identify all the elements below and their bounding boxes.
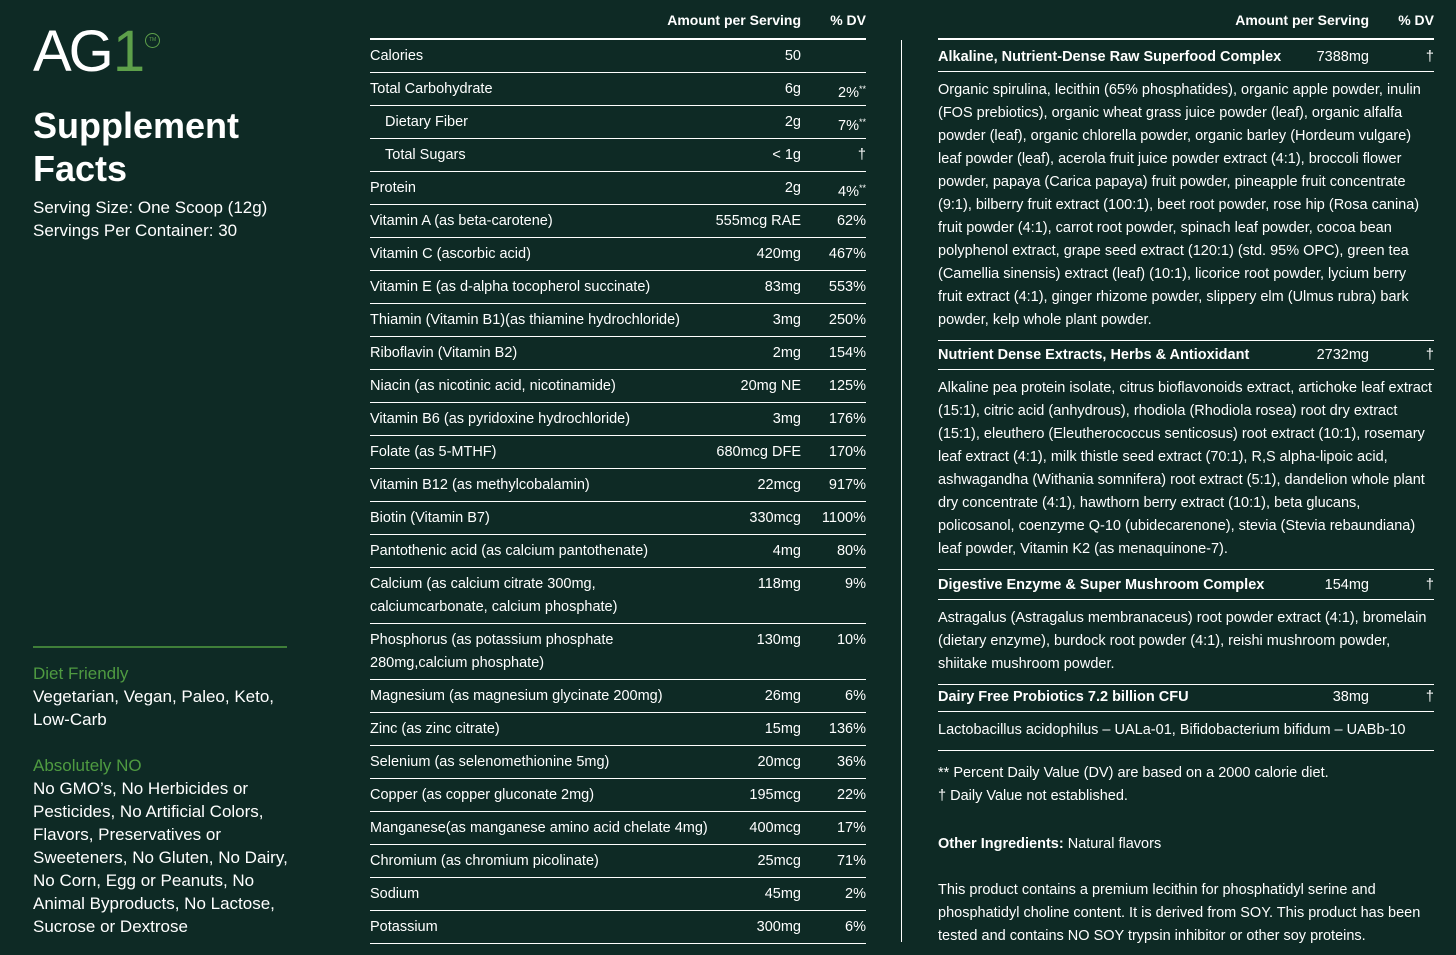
blend-amount: 2732mg	[1316, 347, 1369, 363]
dv-value: 6%	[845, 919, 866, 935]
table-row	[370, 403, 866, 436]
nutrient-name: Dietary Fiber	[385, 114, 468, 130]
dv-value: 71%	[836, 853, 866, 869]
dv-value: 22%	[836, 787, 866, 803]
nutrient-name: Niacin (as nicotinic acid, nicotinamide)	[370, 378, 616, 394]
amount-header: Amount per Serving	[1235, 12, 1369, 28]
blend-dv: †	[1425, 49, 1434, 65]
table-row	[370, 40, 866, 73]
blend-name: Alkaline, Nutrient-Dense Raw Superfood Complex	[938, 49, 1282, 65]
nutrient-name: Total Carbohydrate	[370, 81, 493, 97]
nutrient-amount: 3mg	[772, 411, 801, 427]
other-ingredients-value: Natural flavors	[1067, 836, 1162, 852]
nutrient-amount: 26mg	[764, 688, 801, 704]
nutrient-name: Phosphorus (as potassium phosphate 280mg,calcium phosphate)	[370, 632, 614, 671]
table-row	[370, 502, 866, 535]
dv-value: 4%	[838, 184, 859, 200]
blend-header	[938, 680, 1434, 712]
other-ingredients	[938, 833, 1434, 856]
nutrient-amount: 400mcg	[749, 820, 801, 836]
table-row	[370, 73, 866, 106]
nutrient-amount: 3mg	[772, 312, 801, 328]
nutrient-dv	[837, 850, 866, 873]
nutrient-dv	[845, 883, 866, 906]
nutrient-amount: 2mg	[772, 345, 801, 361]
nutrient-dv	[837, 210, 866, 233]
table-row	[370, 845, 866, 878]
dv-footnote-mark: **	[858, 84, 866, 94]
blend-rule	[938, 750, 1434, 751]
blend-section	[938, 40, 1434, 341]
serving-size: Serving Size: One Scoop (12g)	[33, 198, 268, 217]
page-title: Supplement Facts	[33, 105, 240, 189]
nutrient-name: Riboflavin (Vitamin B2)	[370, 345, 518, 361]
nutrient-amount: 330mcg	[749, 510, 801, 526]
nutrient-name: Pantothenic acid (as calcium pantothenate)	[370, 543, 649, 559]
dv-value: 10%	[836, 632, 866, 648]
dv-value: 9%	[845, 576, 866, 592]
section-divider	[33, 646, 287, 648]
nutrient-dv	[829, 243, 866, 266]
table-row	[370, 624, 866, 680]
table-row	[370, 746, 866, 779]
diet-friendly-text: Vegetarian, Vegan, Paleo, Keto, Low-Carb	[33, 687, 275, 729]
nutrient-name: Vitamin B12 (as methylcobalamin)	[370, 477, 590, 493]
footnotes	[938, 762, 1434, 808]
table-row	[370, 205, 866, 238]
nutrient-name: Copper (as copper gluconate 2mg)	[370, 787, 595, 803]
nutrient-amount: 83mg	[764, 279, 801, 295]
nutrient-amount: 195mcg	[749, 787, 801, 803]
nutrient-amount: 2g	[784, 180, 801, 196]
footnote-dagger: † Daily Value not established.	[938, 788, 1128, 804]
dv-value: 80%	[836, 543, 866, 559]
amount-header: Amount per Serving	[667, 12, 801, 28]
nutrient-name: Thiamin (Vitamin B1)(as thiamine hydrochloride)	[370, 312, 680, 328]
dv-value: 2%	[838, 85, 859, 101]
dv-footnote-mark: **	[858, 117, 866, 127]
dv-value: 154%	[828, 345, 866, 361]
nutrient-dv	[829, 342, 866, 365]
dv-value: 36%	[836, 754, 866, 770]
blend-section	[938, 338, 1434, 570]
dv-value: †	[857, 147, 866, 163]
table-row	[370, 469, 866, 502]
nutrient-name: Vitamin B6 (as pyridoxine hydrochloride)	[370, 411, 631, 427]
table-row	[370, 139, 866, 172]
blend-name: Digestive Enzyme & Super Mushroom Complex	[938, 577, 1265, 593]
nutrient-name: Chromium (as chromium picolinate)	[370, 853, 599, 869]
blend-dv: †	[1425, 689, 1434, 705]
dv-value: 553%	[828, 279, 866, 295]
table-row	[370, 370, 866, 403]
nutrient-name: Vitamin A (as beta-carotene)	[370, 213, 553, 229]
nutrient-dv	[829, 375, 866, 398]
table-row	[370, 304, 866, 337]
table-row	[370, 337, 866, 370]
table-row	[370, 713, 866, 746]
serving-info	[33, 196, 267, 242]
dv-value: 62%	[836, 213, 866, 229]
dv-value: 1100%	[821, 510, 866, 526]
other-ingredients-label: Other Ingredients:	[938, 836, 1064, 852]
blend-amount: 154mg	[1324, 577, 1369, 593]
nutrient-name: Manganese(as manganese amino acid chelate 4mg)	[370, 820, 708, 836]
nutrient-dv	[829, 309, 866, 332]
nutrient-dv	[845, 685, 866, 708]
nutrient-name: Protein	[370, 180, 416, 196]
table-row	[370, 878, 866, 911]
table-row	[370, 680, 866, 713]
nutrient-name: Vitamin E (as d-alpha tocopherol succinate)	[370, 279, 651, 295]
dv-header: % DV	[830, 12, 866, 28]
nutrient-dv	[837, 817, 866, 840]
nutrient-name: Folate (as 5-MTHF)	[370, 444, 497, 460]
dv-value: 170%	[828, 444, 866, 460]
column-divider	[901, 40, 902, 942]
nutrient-dv	[829, 408, 866, 431]
blend-ingredients: Astragalus (Astragalus membranaceus) root powder extract (4:1), bromelain (dietary enzyme), burdock root powder (4:1), reishi mushroom powder, shiitake mushroom powder.	[938, 610, 1427, 672]
servings-per-container: Servings Per Container: 30	[33, 221, 238, 240]
nutrient-dv	[838, 78, 866, 105]
nutrient-name: Selenium (as selenomethionine 5mg)	[370, 754, 610, 770]
logo-number: 1	[112, 19, 146, 84]
blend-header	[938, 40, 1434, 72]
table-row	[370, 172, 866, 205]
table-row	[370, 911, 866, 944]
nutrient-name: Calcium (as calcium citrate 300mg, calciumcarbonate, calcium phosphate)	[370, 576, 618, 615]
nutrient-amount: 2g	[784, 114, 801, 130]
ag1-logo	[33, 19, 160, 84]
nutrient-amount: < 1g	[772, 147, 801, 163]
absolutely-no-heading: Absolutely NO	[33, 756, 142, 775]
nutrient-dv	[838, 177, 866, 204]
nutrient-name: Calories	[370, 48, 424, 64]
table-row	[370, 271, 866, 304]
nutrient-amount: 50	[784, 48, 801, 64]
nutrient-name: Biotin (Vitamin B7)	[370, 510, 490, 526]
dv-value: 917%	[828, 477, 866, 493]
absolutely-no-text: No GMO’s, No Herbicides or Pesticides, No Artificial Colors, Flavors, Preservatives or Sweeteners, No Gluten, No Dairy, No Corn, Egg or Peanuts, No Animal Byproducts, No Lactose, Sucrose or Dextrose	[33, 779, 288, 936]
nutrient-amount: 420mg	[756, 246, 801, 262]
dv-value: 6%	[845, 688, 866, 704]
table-row	[370, 238, 866, 271]
nutrient-dv	[845, 916, 866, 939]
logo-text: AG	[33, 19, 111, 84]
table-row	[370, 568, 866, 624]
blend-amount: 7388mg	[1316, 49, 1369, 65]
nutrient-name: Zinc (as zinc citrate)	[370, 721, 500, 737]
blend-dv: †	[1425, 347, 1434, 363]
dv-value: 467%	[828, 246, 866, 262]
nutrient-dv	[822, 507, 866, 530]
nutrient-amount: 4mg	[772, 543, 801, 559]
table-row	[370, 436, 866, 469]
nutrient-dv	[838, 111, 866, 138]
nutrient-amount: 680mcg DFE	[716, 444, 801, 460]
blend-ingredients: Alkaline pea protein isolate, citrus bioflavonoids extract, artichoke leaf extract (15:1), citric acid (anhydrous), rhodiola (Rhodiola rosea) root dry extract (15:1), eleuthero (Eleutherococcus senticosus) root extract (10:1), rosemary leaf extract (4:1), milk thistle seed extract (70:1), R,S alpha-lipoic acid, ashwagandha (Withania somnifera) root extract (5:1), dandelion whole plant dry concentrate (4:1), hawthorn berry extract (10:1), beta glucans, policosanol, coenzyme Q-10 (ubidecarenone), stevia (Stevia rebaundiana) leaf powder, Vitamin K2 (as menaquinone-7).	[938, 380, 1433, 557]
blend-header	[938, 338, 1434, 370]
nutrient-amount: 20mcg	[757, 754, 801, 770]
nutrient-rows	[370, 40, 866, 944]
dv-value: 2%	[845, 886, 866, 902]
blend-section	[938, 680, 1434, 751]
dv-value: 17%	[836, 820, 866, 836]
dv-value: 125%	[828, 378, 866, 394]
nutrient-dv	[837, 784, 866, 807]
nutrient-amount: 22mcg	[757, 477, 801, 493]
footnote-dv: ** Percent Daily Value (DV) are based on a 2000 calorie diet.	[938, 765, 1329, 781]
nutrient-dv	[829, 718, 866, 741]
dv-value: 7%	[838, 118, 859, 134]
nutrient-amount: 15mg	[764, 721, 801, 737]
table-row	[370, 779, 866, 812]
nutrient-amount: 6g	[784, 81, 801, 97]
dv-value: 136%	[828, 721, 866, 737]
blend-name: Nutrient Dense Extracts, Herbs & Antioxidant	[938, 347, 1250, 363]
nutrient-amount: 555mcg RAE	[715, 213, 801, 229]
nutrient-amount: 25mcg	[757, 853, 801, 869]
nutrient-amount: 45mg	[764, 886, 801, 902]
table-row	[370, 106, 866, 139]
nutrient-name: Potassium	[370, 919, 438, 935]
blend-header	[938, 568, 1434, 600]
table-header	[370, 12, 866, 32]
nutrient-amount: 20mg NE	[740, 378, 801, 394]
nutrient-dv	[829, 276, 866, 299]
blend-ingredients: Organic spirulina, lecithin (65% phosphatides), organic apple powder, inulin (FOS prebiotics), organic wheat grass juice powder (leaf), organic alfalfa powder (leaf), organic chlorella powder, organic barley (Hordeum vulgare) leaf powder (leaf), acerola fruit juice powder extract (4:1), broccoli flower powder, papaya (Carica papaya) fruit powder, pineapple fruit concentrate (9:1), bilberry fruit extract (100:1), beet root powder, rose hip (Rosa canina) fruit powder (4:1), carrot root powder, spinach leaf powder, cocoa bean polyphenol extract, grape seed extract (120:1) (std. 95% OPC), green tea (Camellia sinensis) extract (leaf) (10:1), licorice root powder, lycium berry fruit extract (4:1), ginger rhizome powder, slippery elm (Ulmus rubra) bark powder, kelp whole plant powder.	[938, 82, 1421, 328]
nutrient-dv	[829, 441, 866, 464]
nutrient-dv	[837, 629, 866, 652]
blend-name: Dairy Free Probiotics 7.2 billion CFU	[938, 689, 1189, 705]
table-row	[370, 812, 866, 845]
nutrient-name: Sodium	[370, 886, 420, 902]
blend-ingredients: Lactobacillus acidophilus – UALa-01, Bifidobacterium bifidum – UABb-10	[938, 722, 1406, 738]
nutrient-dv	[837, 540, 866, 563]
nutrient-dv	[829, 474, 866, 497]
nutrient-name: Vitamin C (ascorbic acid)	[370, 246, 531, 262]
nutrient-amount: 300mg	[756, 919, 801, 935]
nutrient-name: Total Sugars	[385, 147, 466, 163]
nutrient-dv	[845, 573, 866, 596]
nutrient-amount: 130mg	[756, 632, 801, 648]
nutrient-dv	[858, 144, 866, 167]
dv-value: 176%	[828, 411, 866, 427]
dv-footnote-mark: **	[858, 183, 866, 193]
blend-amount: 38mg	[1332, 689, 1369, 705]
diet-friendly-heading: Diet Friendly	[33, 664, 129, 683]
blend-table-header	[938, 12, 1434, 32]
diet-friendly-section	[33, 662, 288, 731]
dv-value: 250%	[828, 312, 866, 328]
soy-statement: This product contains a premium lecithin for phosphatidyl serine and phosphatidyl choline content. It is derived from SOY. This product has been tested and contains NO SOY trypsin inhibitor or other soy proteins.	[938, 882, 1421, 944]
blend-section	[938, 568, 1434, 685]
blend-dv: †	[1425, 577, 1434, 593]
nutrient-amount: 118mg	[757, 576, 801, 592]
trademark-icon: TM	[145, 33, 160, 48]
left-panel	[33, 0, 288, 955]
nutrient-name: Magnesium (as magnesium glycinate 200mg)	[370, 688, 663, 704]
absolutely-no-section	[33, 754, 288, 938]
dv-header: % DV	[1398, 12, 1434, 28]
table-row	[370, 535, 866, 568]
nutrient-dv	[837, 751, 866, 774]
